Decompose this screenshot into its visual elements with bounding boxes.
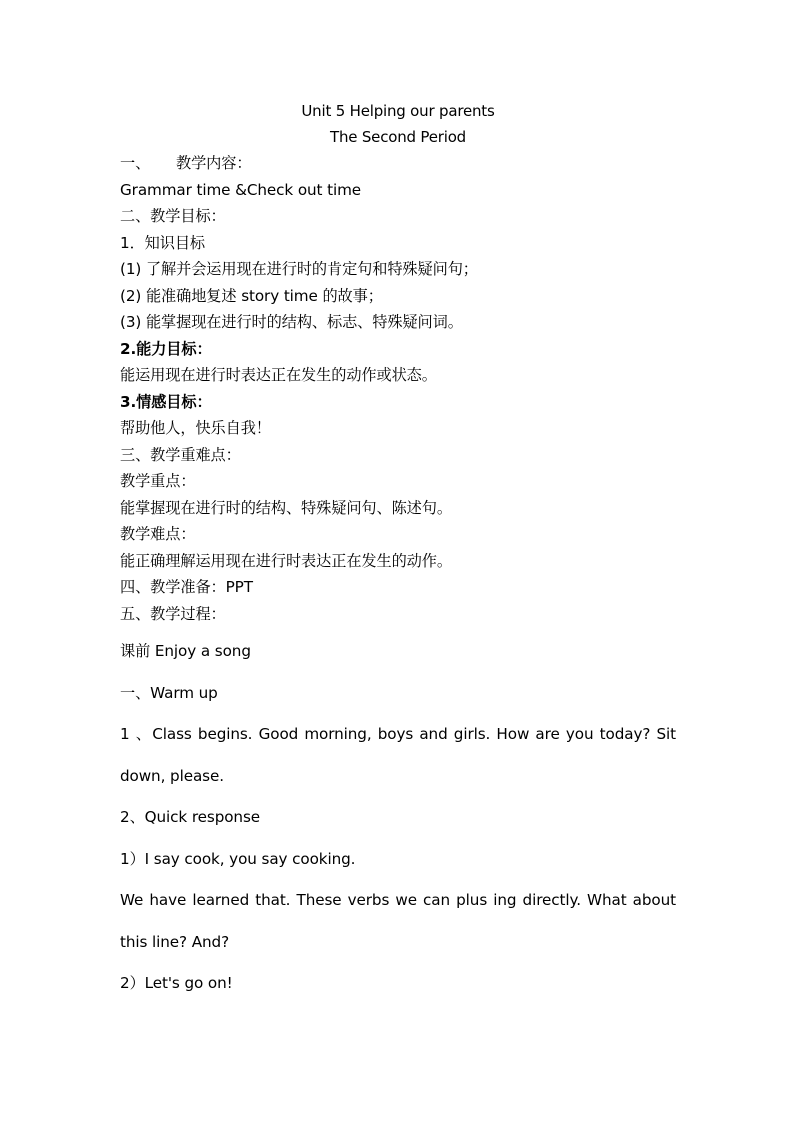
section1-heading [120,150,676,177]
section2-heading: 二、教学目标： [120,207,226,225]
ability-content: 能运用现在进行时表达正在发生的动作或状态。 [120,366,437,384]
knowledge-item-3: (3) 能掌握现在进行时的结构、标志、特殊疑问词。 [120,313,463,331]
document-content [120,98,676,1005]
section3-heading: 三、教学重难点： [120,445,241,464]
warmup-heading: 一、Warm up [120,683,218,702]
step-2-2-text: 2）Let's go on! [120,974,233,992]
emotion-heading: 3.情感目标： [120,392,212,411]
document-subtitle: The Second Period [329,128,466,146]
section4-preparation: 四、教学准备：PPT [120,578,253,596]
section5-heading: 五、教学过程： [120,604,226,623]
pre-class-activity: 课前 Enjoy a song [120,642,251,660]
key-point-label: 教学重点： [120,472,196,490]
knowledge-heading: 1．知识目标 [120,233,206,252]
ability-heading: 2.能力目标： [120,339,212,358]
section1-content: Grammar time &Check out time [120,180,362,199]
document-title: Unit 5 Helping our parents [301,102,495,120]
step-1-text: 1 、Class begins. Good morning, boys and girls. How are you today? Sit down, please. [120,725,676,785]
knowledge-item-2: (2) 能准确地复述 story time 的故事； [120,286,383,305]
section1-heading-text: 教学内容： [176,154,252,172]
knowledge-item-1: (1) 了解并会运用现在进行时的肯定句和特殊疑问句； [120,260,478,278]
key-point-content: 能掌握现在进行时的结构、特殊疑问句、陈述句。 [120,498,452,517]
emotion-content: 帮助他人，快乐自我！ [120,419,271,437]
difficult-point-label: 教学难点： [120,525,196,543]
section1-number: 一、 [120,154,151,172]
difficult-point-content: 能正确理解运用现在进行时表达正在发生的动作。 [120,551,452,570]
step-2-1-text: 1）I say cook, you say cooking. [120,849,356,868]
explanation-paragraph: We have learned that. These verbs we can plus ing directly. What about this line? And? [120,891,676,951]
step-2-heading: 2、Quick response [120,808,261,826]
